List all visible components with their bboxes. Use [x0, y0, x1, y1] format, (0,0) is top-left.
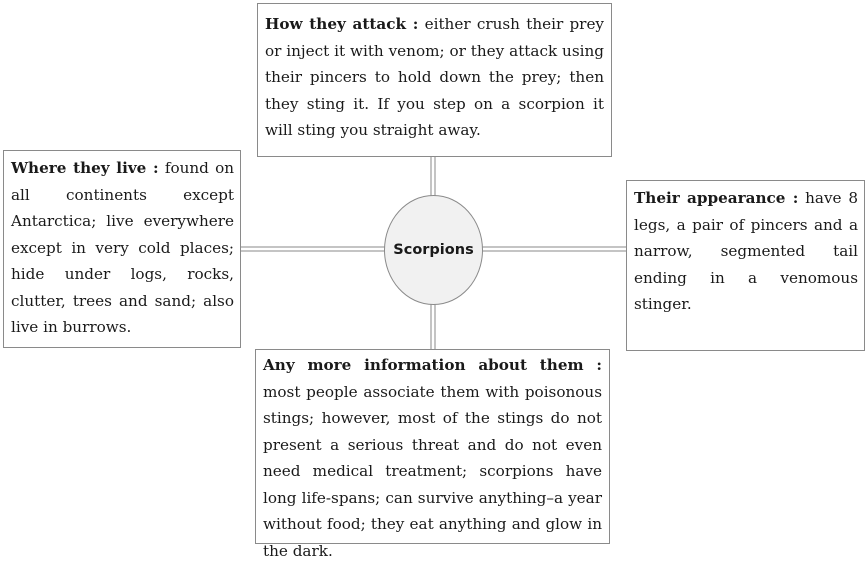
topic-text: either crush their prey or inject it with venom; or they attack using their pincers to hold down the prey; then they sting it. If you step on a scorpion it will sting you straight away. [265, 15, 605, 139]
topic-heading: Where they live : [11, 159, 159, 177]
connector-left [241, 246, 385, 254]
topic-box-how-they-attack [257, 3, 612, 157]
topic-heading: How they attack : [265, 15, 419, 33]
connector-right [482, 246, 627, 254]
connector-bottom [430, 304, 438, 350]
hub-label: Scorpions [393, 242, 474, 258]
topic-heading: Their appearance : [634, 189, 799, 207]
connector-top [430, 157, 438, 196]
topic-heading: Any more information about them : [263, 356, 602, 374]
topic-box-their-appearance [626, 180, 865, 351]
topic-text: have 8 legs, a pair of pincers and a narrow, segmented tail ending in a venomous stinger. [634, 189, 858, 313]
topic-text: most people associate them with poisonous stings; however, most of the stings do not present a serious threat and do not even need medical treatment; scorpions have long life-spans; can survive anything–a year without food; they eat anything and glow in the dark. [263, 382, 602, 560]
hub-scorpions [384, 195, 483, 305]
topic-box-more-information [255, 349, 610, 560]
topic-box-where-they-live [3, 150, 241, 348]
topic-text: found on all continents except Antarctica; live everywhere except in very cold places; hide under logs, rocks, clutter, trees and sand; also live in burrows. [11, 159, 235, 336]
